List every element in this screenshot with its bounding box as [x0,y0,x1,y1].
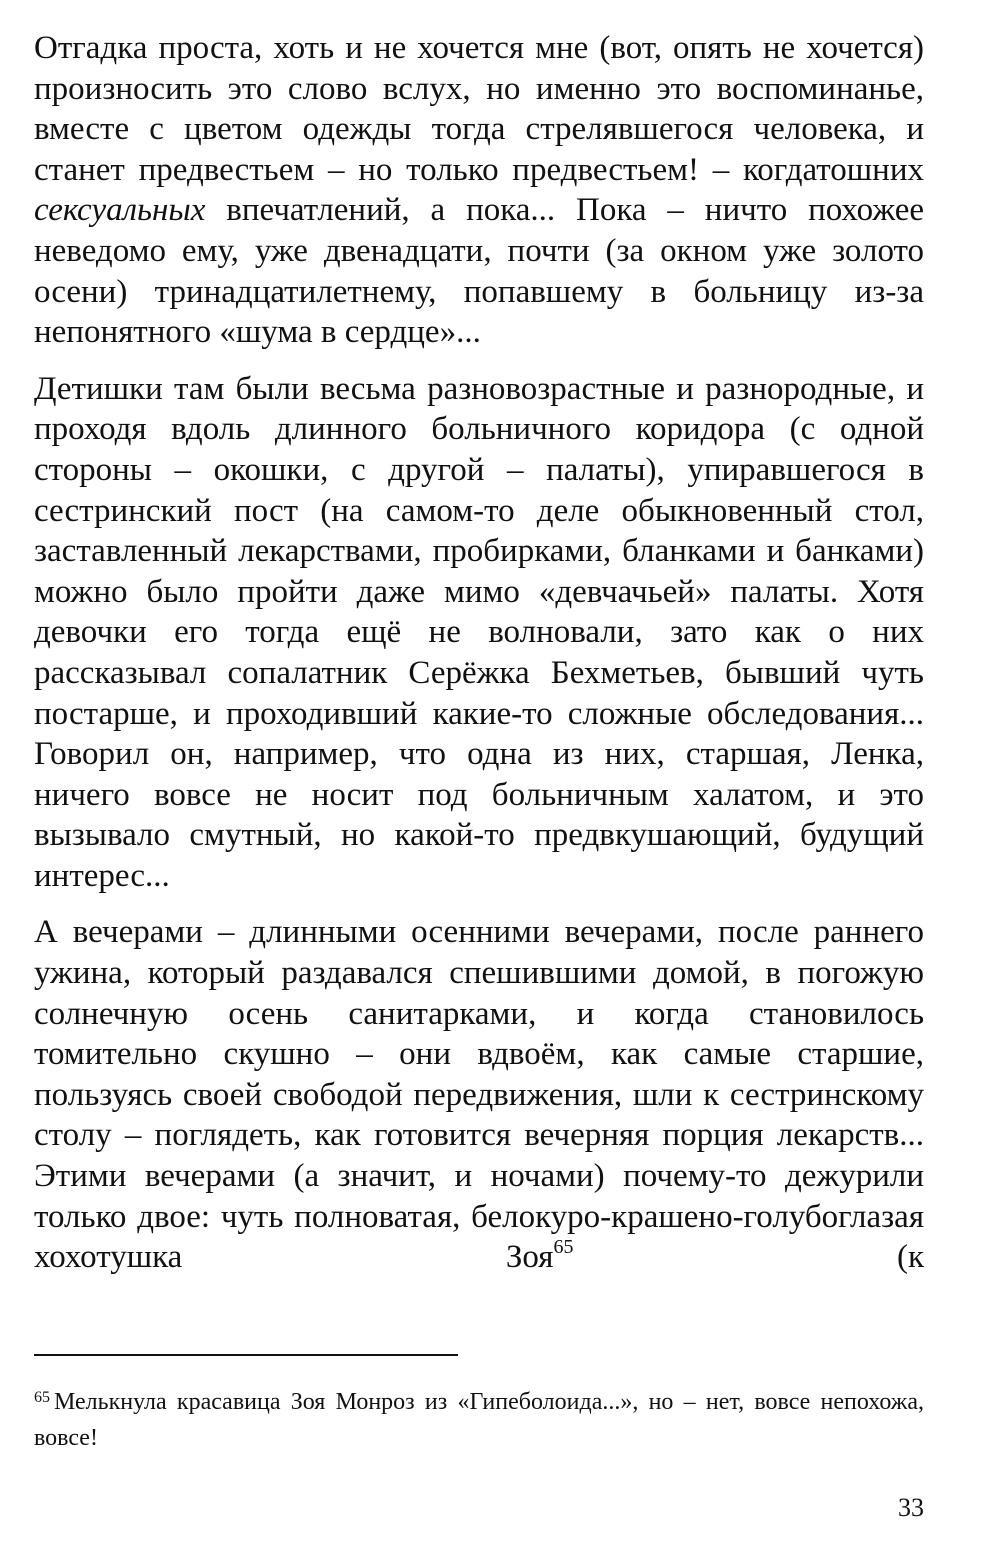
paragraph-3-tail: (к [573,1239,924,1276]
footnote-number: 65 [34,1389,50,1406]
footnote-divider [34,1354,458,1356]
paragraph-1-text-start: Отгадка проста, хоть и не хочется мне (вот, опять не хочется) произносить это слово вслух, но именно это воспоминанье, вместе с цветом одежды тогда стрелявшегося человека, и станет предвестьем – но только предвестьем! – когдатошних [34,30,924,188]
paragraph-3-text: А вечерами – длинными осенними вечерами, после раннего ужина, который раздавался спешившими домой, в погожую солнечную осень санитарками, и когда становилось томительно скушно – они вдвоём, как самые старшие, пользуясь своей свободой передвижения, шли к сестринскому столу – поглядеть, как готовится вечерняя порция лекарств... Этими вечерами (а значит, и ночами) почему-то дежурили только двое: чуть полноватая, белокуро-крашено-голубоглазая хохотушка Зоя [34,914,924,1276]
page-number: 33 [898,1493,924,1522]
paragraph-3 [34,912,924,1277]
page-body [34,28,924,1294]
paragraph-1 [34,28,924,353]
paragraph-1-text-end: впечатлений, а пока... Пока – ничто похожее неведомо ему, уже двенадцати, почти (за окном уже золото осени) тринадцатилетнему, попавшему в больницу из-за непонятного «шума в сердце»... [34,192,924,351]
paragraph-1-emphasis: сексуальных [34,192,206,229]
footnote-reference: 65 [553,1236,574,1259]
footnote-text: Мелькнула красавица Зоя Монроз из «Гипеболоида...», но – нет, вовсе непохожа, вовсе! [34,1389,924,1451]
paragraph-2 [34,369,924,897]
footnote [34,1380,924,1456]
paragraph-2-text: Детишки там были весьма разновозрастные и разнородные, и проходя вдоль длинного больничного коридора (с одной стороны – окошки, с другой – палаты), упиравшегося в сестринский пост (на самом-то деле обыкновенный стол, заставленный лекарствами, пробирками, бланками и банками) можно было пройти даже мимо «девчачьей» палаты. Хотя девочки его тогда ещё не волновали, зато как о них рассказывал сопалатник Серёжка Бехметьев, бывший чуть постарше, и проходивший какие-то сложные обследования... Говорил он, например, что одна из них, старшая, Ленка, ничего вовсе не носит под больничным халатом, и это вызывало смутный, но какой-то предвкушающий, будущий интерес... [34,370,924,894]
